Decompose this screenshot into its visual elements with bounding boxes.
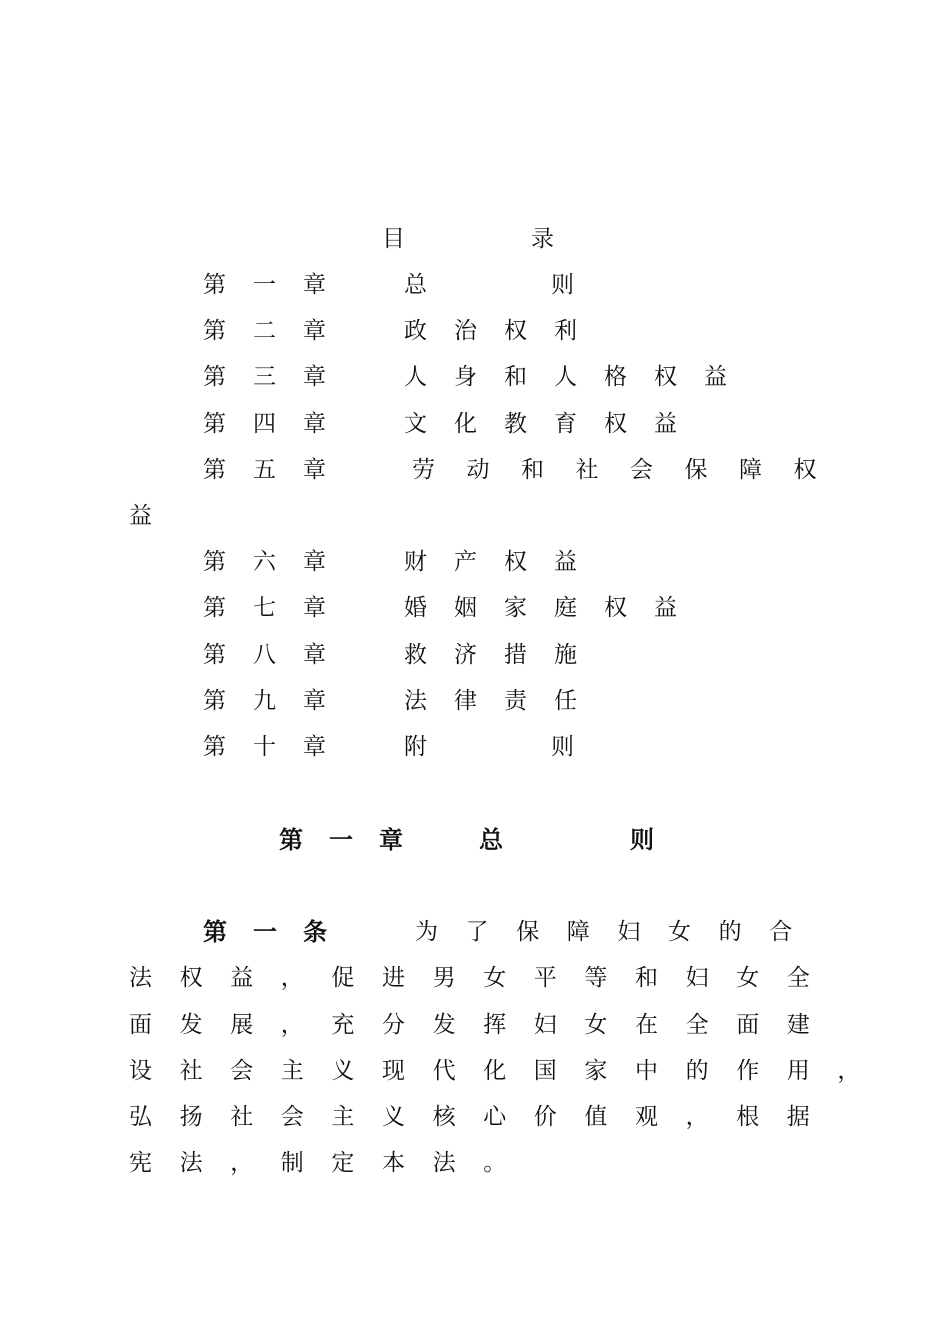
toc-chapter-6-number: 第六章	[203, 549, 353, 575]
toc-chapter-3-number: 第三章	[203, 364, 353, 390]
chapter-heading-number: 第一章	[279, 826, 429, 854]
toc-chapter-9-title: 法律责任	[404, 688, 604, 714]
article-text-line: 面发展，充分发挥妇女在全面建	[129, 1012, 838, 1038]
article-text-line: 法权益，促进男女平等和妇女全	[129, 965, 838, 991]
toc-chapter-7-title: 婚姻家庭权益	[404, 595, 704, 621]
toc-chapter-7-number: 第七章	[203, 595, 353, 621]
article-text-line: 弘扬社会主义核心价值观，根据	[129, 1104, 838, 1130]
chapter-heading-title: 总则	[479, 826, 781, 854]
toc-chapter-10-title: 附则	[404, 734, 698, 760]
article-label: 第一条	[203, 918, 353, 946]
toc-chapter-5-title-continued: 益	[129, 503, 152, 529]
toc-chapter-5-title: 劳动和社会保障权	[412, 457, 848, 483]
article-text-line: 为了保障妇女的合	[415, 919, 820, 945]
toc-chapter-2-title: 政治权利	[404, 318, 604, 344]
toc-chapter-8-number: 第八章	[203, 642, 353, 668]
toc-chapter-1-number: 第一章	[203, 272, 353, 298]
article-text-line: 宪法，制定本法。	[129, 1150, 534, 1176]
toc-chapter-1-title: 总则	[404, 272, 698, 298]
toc-chapter-10-number: 第十章	[203, 734, 353, 760]
toc-title: 目录	[382, 226, 680, 252]
toc-chapter-5-number: 第五章	[203, 457, 353, 483]
toc-chapter-4-title: 文化教育权益	[404, 411, 704, 437]
toc-chapter-2-number: 第二章	[203, 318, 353, 344]
toc-chapter-8-title: 救济措施	[404, 642, 604, 668]
article-text-line: 设社会主义现代化国家中的作用，	[129, 1058, 888, 1084]
toc-chapter-4-number: 第四章	[203, 411, 353, 437]
toc-chapter-6-title: 财产权益	[404, 549, 604, 575]
toc-chapter-3-title: 人身和人格权益	[404, 364, 754, 390]
toc-chapter-9-number: 第九章	[203, 688, 353, 714]
